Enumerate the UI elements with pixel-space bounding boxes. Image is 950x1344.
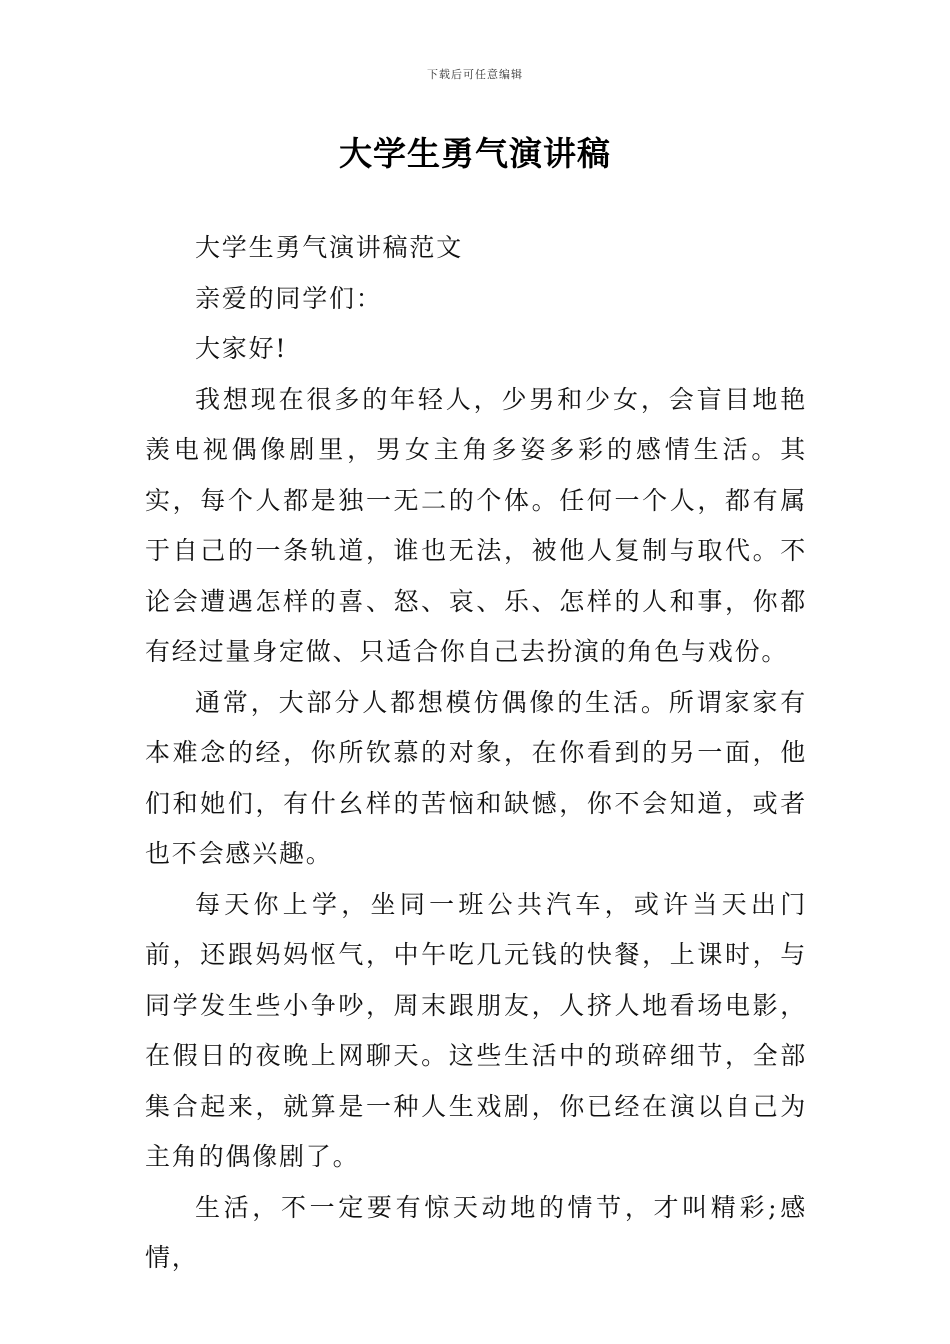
paragraph-subtitle: 大学生勇气演讲稿范文 — [195, 233, 464, 262]
paragraph: 生活，不一定要有惊天动地的情节，才叫精彩;感情， — [145, 1192, 807, 1272]
paragraph-greeting: 大家好! — [195, 334, 288, 363]
document-title: 大学生勇气演讲稿 — [339, 134, 611, 173]
paragraph: 通常，大部分人都想模仿偶像的生活。所谓家家有本难念的经，你所钦慕的对象，在你看到的另一面，他们和她们，有什幺样的苦恼和缺憾，你不会知道，或者也不会感兴趣。 — [145, 687, 807, 868]
paragraph: 每天你上学，坐同一班公共汽车，或许当天出门前，还跟妈妈怄气，中午吃几元钱的快餐，上课时，与同学发生些小争吵，周末跟朋友，人挤人地看场电影，在假日的夜晚上网聊天。这些生活中的琐碎细节，全部集合起来，就算是一种人生戏剧，你已经在演以自己为主角的偶像剧了。 — [145, 889, 807, 1171]
paragraph: 我想现在很多的年轻人，少男和少女，会盲目地艳羡电视偶像剧里，男女主角多姿多彩的感情生活。其实，每个人都是独一无二的个体。任何一个人，都有属于自己的一条轨道，谁也无法，被他人复制与取代。不论会遭遇怎样的喜、怒、哀、乐、怎样的人和事，你都有经过量身定做、只适合你自己去扮演的角色与戏份。 — [145, 384, 807, 666]
paragraph-salutation: 亲爱的同学们： — [195, 283, 383, 313]
document-body — [145, 223, 807, 1284]
header-note: 下载后可任意编辑 — [427, 68, 523, 81]
